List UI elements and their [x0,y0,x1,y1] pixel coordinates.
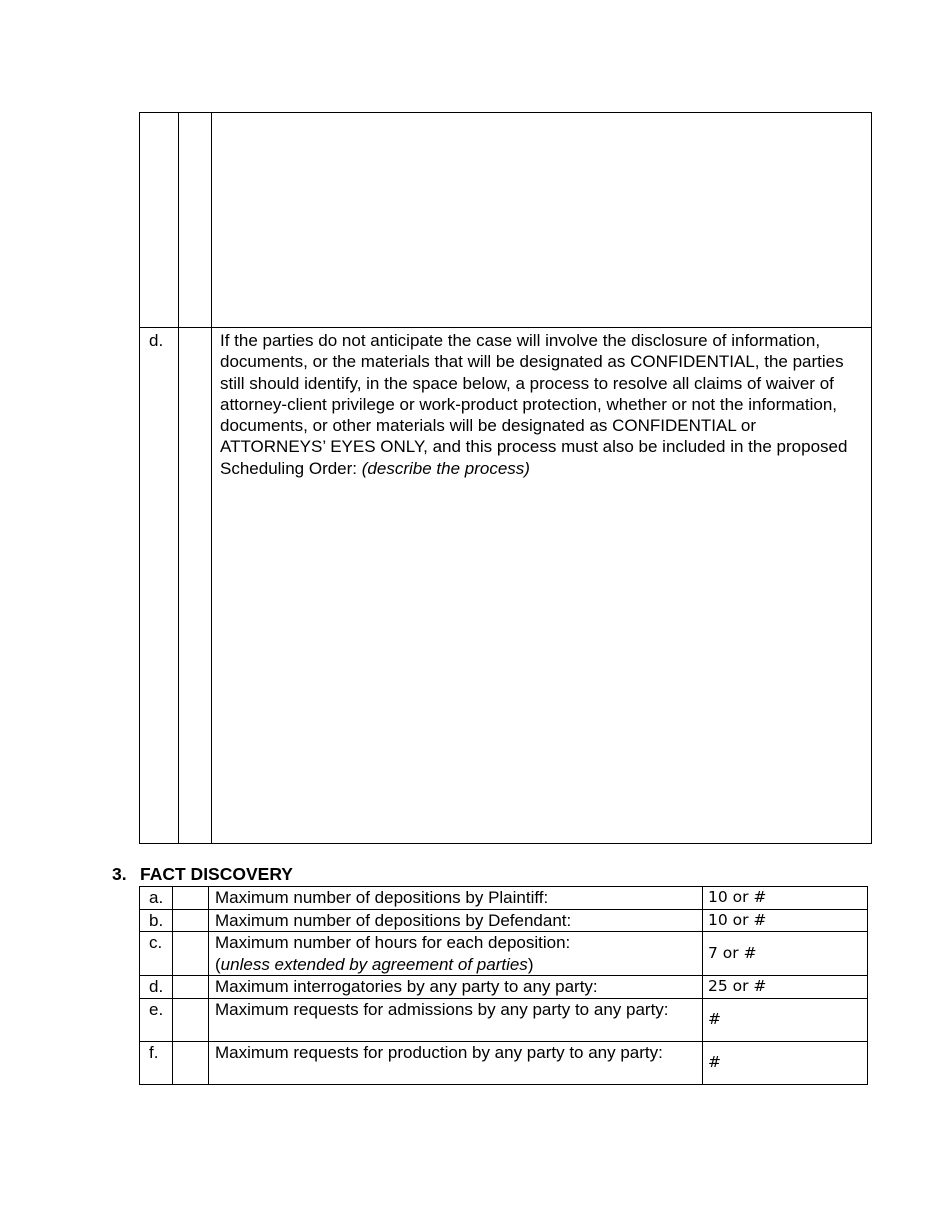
blank-cell [173,976,209,999]
row-label: Maximum number of hours for each deposition: [215,933,571,952]
row-letter: b. [140,909,173,932]
row-letter: a. [140,887,173,910]
row-note: unless extended by agreement of parties [220,954,528,974]
table-row [140,1041,868,1084]
blank-cell [173,1041,209,1084]
row-label: Maximum number of depositions by Defendant: [209,909,703,932]
row-label: Maximum number of depositions by Plaintiff: [209,887,703,910]
table-row [140,887,868,910]
subsection-d-letter: d. [140,328,179,844]
blank-cell [173,932,209,976]
row-value-field[interactable]: # [703,998,868,1041]
row-value-field[interactable]: 10 or # [703,909,868,932]
row-label: Maximum interrogatories by any party to any party: [209,976,703,999]
subsection-d-row [140,328,872,844]
fact-discovery-table [139,886,868,1085]
subsection-d-text: If the parties do not anticipate the case will involve the disclosure of information, documents, or the materials that will be designated as CONFIDENTIAL, the parties still should identify, in the space below, a process to resolve all claims of waiver of attorney-client privilege or work-product protection, whether or not the information, documents, or other materials will be designated as CONFIDENTIAL or ATTORNEYS’ EYES ONLY, and this process must also be included in the proposed Scheduling Order: [220,331,848,478]
row-value-field[interactable]: 25 or # [703,976,868,999]
row-value-field[interactable]: 7 or # [703,932,868,976]
row-letter: c. [140,932,173,976]
row-letter: d. [140,976,173,999]
row-label-cell: Maximum number of hours for each deposition: (unless extended by agreement of parties) [209,932,703,976]
section-number: 3. [112,864,127,884]
subsection-d-instruction: (describe the process) [361,458,530,478]
section-title: FACT DISCOVERY [140,864,293,884]
row-value-field[interactable]: 10 or # [703,887,868,910]
row-label: Maximum requests for admissions by any party to any party: [209,998,703,1041]
table-row [140,976,868,999]
confidentiality-table [139,112,872,844]
blank-cell [173,909,209,932]
row-value-field[interactable]: # [703,1041,868,1084]
table-row [140,932,868,976]
subsection-d-answer-field[interactable] [212,328,872,844]
blank-cell [173,887,209,910]
row-letter: f. [140,1041,173,1084]
blank-cell [179,328,212,844]
table-row [140,909,868,932]
row-letter: e. [140,998,173,1041]
previous-answer-row [140,113,872,328]
letter-cell [140,113,179,328]
previous-answer-field[interactable] [212,113,872,328]
blank-cell [179,113,212,328]
row-label: Maximum requests for production by any party to any party: [209,1041,703,1084]
fact-discovery-heading [112,864,293,885]
table-row [140,998,868,1041]
blank-cell [173,998,209,1041]
